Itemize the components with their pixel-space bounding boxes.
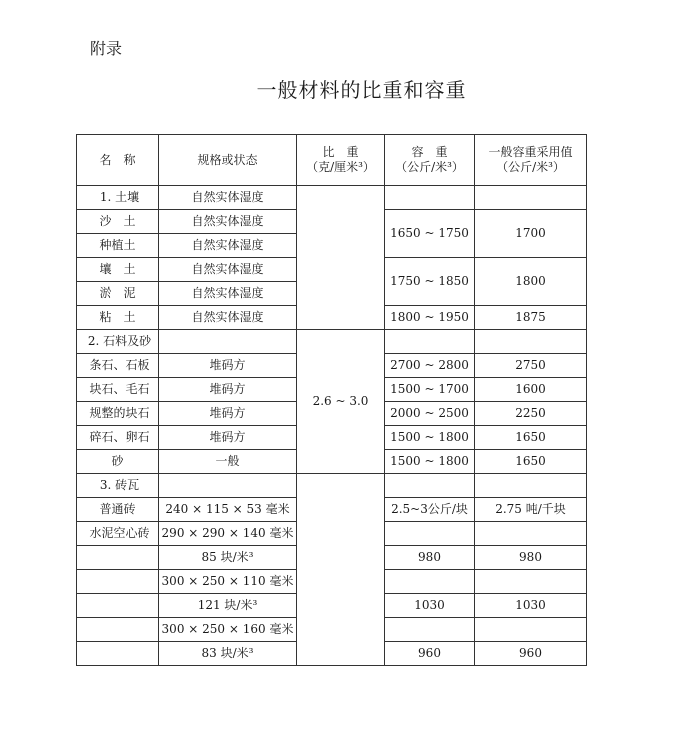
header-tv-line2: （公斤/米³） [496,160,565,174]
tv-cell: 1800 [475,258,587,306]
row-name: 3. 砖瓦 [77,474,159,498]
header-sg-line1: 比 重 [322,145,359,159]
row-name: 砂 [77,450,159,474]
uw-cell: 980 [385,546,475,570]
row-spec: 堆码方 [159,402,297,426]
tv-cell: 1650 [475,450,587,474]
header-name: 名 称 [77,135,159,186]
header-spec: 规格或状态 [159,135,297,186]
row-spec: 85 块/米³ [159,546,297,570]
row-name: 1. 土壤 [77,186,159,210]
row-name: 普通砖 [77,498,159,522]
uw-cell: 1800 ~ 1950 [385,306,475,330]
tv-cell: 1700 [475,210,587,258]
header-typical-value [475,135,587,186]
row-name: 2. 石料及砂 [77,330,159,354]
row-spec: 121 块/米³ [159,594,297,618]
row-name: 淤 泥 [77,282,159,306]
tv-cell: 1650 [475,426,587,450]
header-uw-line1: 容 重 [411,145,448,159]
sg-cell-stone: 2.6 ~ 3.0 [297,330,385,474]
row-spec: 240 × 115 × 53 毫米 [159,498,297,522]
uw-cell: 960 [385,642,475,666]
row-spec [159,474,297,498]
header-row [77,135,587,186]
header-sg-line2: （克/厘米³） [306,160,375,174]
header-tv-line1: 一般容重采用值 [488,145,573,159]
tv-cell [475,618,587,642]
uw-cell: 1500 ~ 1800 [385,450,475,474]
row-spec: 83 块/米³ [159,642,297,666]
uw-cell: 1750 ~ 1850 [385,258,475,306]
row-spec: 堆码方 [159,426,297,450]
row-name: 块石、毛石 [77,378,159,402]
row-spec [159,330,297,354]
uw-cell [385,522,475,546]
uw-cell: 2000 ~ 2500 [385,402,475,426]
row-spec: 堆码方 [159,378,297,402]
tv-cell [475,522,587,546]
tv-cell [475,186,587,210]
row-spec: 自然实体湿度 [159,306,297,330]
row-spec: 自然实体湿度 [159,258,297,282]
tv-cell: 2.75 吨/千块 [475,498,587,522]
uw-cell [385,618,475,642]
uw-cell: 1500 ~ 1800 [385,426,475,450]
header-specific-gravity [297,135,385,186]
row-spec: 自然实体湿度 [159,186,297,210]
materials-table [76,134,587,666]
row-spec: 一般 [159,450,297,474]
tv-cell: 1875 [475,306,587,330]
row-name [77,642,159,666]
uw-cell [385,474,475,498]
uw-cell: 2700 ~ 2800 [385,354,475,378]
header-unit-weight [385,135,475,186]
tv-cell: 1030 [475,594,587,618]
tv-cell [475,330,587,354]
tv-cell [475,570,587,594]
uw-cell: 1650 ~ 1750 [385,210,475,258]
row-spec: 290 × 290 × 140 毫米 [159,522,297,546]
row-name: 规整的块石 [77,402,159,426]
uw-cell: 1500 ~ 1700 [385,378,475,402]
appendix-label: 附录 [90,39,123,58]
table-row [77,186,587,210]
row-name: 沙 土 [77,210,159,234]
sg-cell-soil [297,186,385,330]
row-name: 条石、石板 [77,354,159,378]
uw-cell [385,330,475,354]
row-name: 水泥空心砖 [77,522,159,546]
row-spec: 300 × 250 × 110 毫米 [159,570,297,594]
row-name [77,546,159,570]
tv-cell [475,474,587,498]
row-spec: 堆码方 [159,354,297,378]
uw-cell [385,570,475,594]
row-name [77,570,159,594]
tv-cell: 980 [475,546,587,570]
header-uw-line2: （公斤/米³） [395,160,464,174]
row-spec: 自然实体湿度 [159,234,297,258]
row-name [77,618,159,642]
sg-cell-brick [297,474,385,666]
row-name: 壤 土 [77,258,159,282]
table-row [77,330,587,354]
row-spec: 300 × 250 × 160 毫米 [159,618,297,642]
tv-cell: 2750 [475,354,587,378]
row-name: 种植土 [77,234,159,258]
row-name [77,594,159,618]
uw-cell: 1030 [385,594,475,618]
row-name: 碎石、卵石 [77,426,159,450]
table-row [77,474,587,498]
row-name: 粘 土 [77,306,159,330]
tv-cell: 2250 [475,402,587,426]
page-title: 一般材料的比重和容重 [256,78,467,102]
uw-cell: 2.5~3公斤/块 [385,498,475,522]
tv-cell: 960 [475,642,587,666]
uw-cell [385,186,475,210]
tv-cell: 1600 [475,378,587,402]
row-spec: 自然实体湿度 [159,210,297,234]
row-spec: 自然实体湿度 [159,282,297,306]
